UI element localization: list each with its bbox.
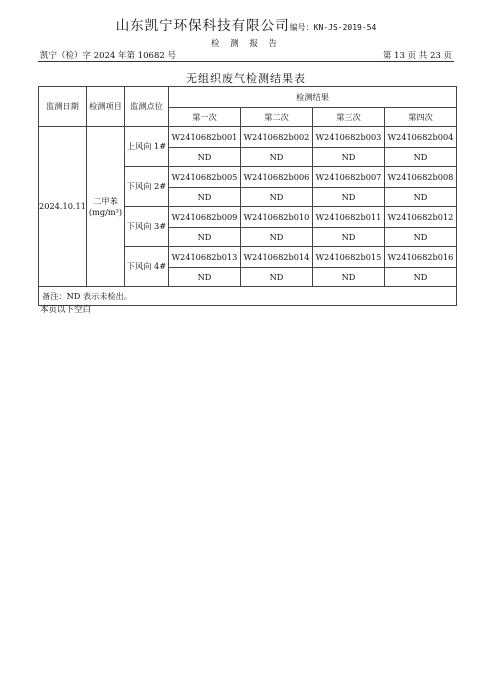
test-item: 二甲苯 (mg/m³) [87, 127, 125, 287]
result-value: ND [385, 228, 457, 247]
result-value: ND [169, 148, 241, 167]
header-time-4: 第四次 [385, 108, 457, 127]
company-name [0, 14, 492, 34]
sample-id: W2410682b011 [313, 207, 385, 228]
remark: 备注：ND 表示未检出。 [39, 287, 457, 306]
header-time-2: 第二次 [241, 108, 313, 127]
sample-id: W2410682b012 [385, 207, 457, 228]
result-value: ND [169, 228, 241, 247]
result-value: ND [241, 268, 313, 287]
sample-id: W2410682b001 [169, 127, 241, 148]
company-title: 山东凯宁环保科技有限公司 [115, 18, 290, 34]
header-time-3: 第三次 [313, 108, 385, 127]
result-value: ND [313, 268, 385, 287]
page-info: 第 13 页 共 23 页 [382, 51, 452, 61]
sample-id: W2410682b013 [169, 247, 241, 268]
point-4: 下风向 4# [125, 247, 169, 287]
result-value: ND [313, 228, 385, 247]
sample-id: W2410682b014 [241, 247, 313, 268]
sample-id: W2410682b006 [241, 167, 313, 188]
result-value: ND [169, 188, 241, 207]
result-value: ND [313, 148, 385, 167]
result-value: ND [385, 268, 457, 287]
report-number: 凯宁（检）字 2024 年第 10682 号 [40, 51, 176, 61]
header-date: 监测日期 [39, 87, 87, 127]
point-3: 下风向 3# [125, 207, 169, 247]
document-code: 编号：KN-JS-2019-54 [289, 23, 377, 32]
result-value: ND [241, 188, 313, 207]
sample-id: W2410682b015 [313, 247, 385, 268]
sample-id: W2410682b005 [169, 167, 241, 188]
result-value: ND [169, 268, 241, 287]
sample-id: W2410682b002 [241, 127, 313, 148]
sample-id: W2410682b007 [313, 167, 385, 188]
monitoring-date: 2024.10.11 [39, 127, 87, 287]
results-table [38, 86, 457, 306]
header-item: 检测项目 [87, 87, 125, 127]
point-1: 上风向 1# [125, 127, 169, 167]
sample-id: W2410682b016 [385, 247, 457, 268]
point-2: 下风向 2# [125, 167, 169, 207]
header-point: 监测点位 [125, 87, 169, 127]
result-value: ND [313, 188, 385, 207]
header-divider [38, 61, 454, 62]
sample-id: W2410682b003 [313, 127, 385, 148]
report-subtitle: 检 测 报 告 [210, 39, 282, 49]
sample-id: W2410682b010 [241, 207, 313, 228]
result-value: ND [385, 188, 457, 207]
header-time-1: 第一次 [169, 108, 241, 127]
header-results: 检测结果 [169, 87, 457, 108]
sample-id: W2410682b008 [385, 167, 457, 188]
sample-id: W2410682b009 [169, 207, 241, 228]
blank-note: 本页以下空白 [40, 305, 92, 315]
table-title: 无组织废气检测结果表 [186, 72, 306, 85]
result-value: ND [385, 148, 457, 167]
result-value: ND [241, 228, 313, 247]
sample-id: W2410682b004 [385, 127, 457, 148]
result-value: ND [241, 148, 313, 167]
